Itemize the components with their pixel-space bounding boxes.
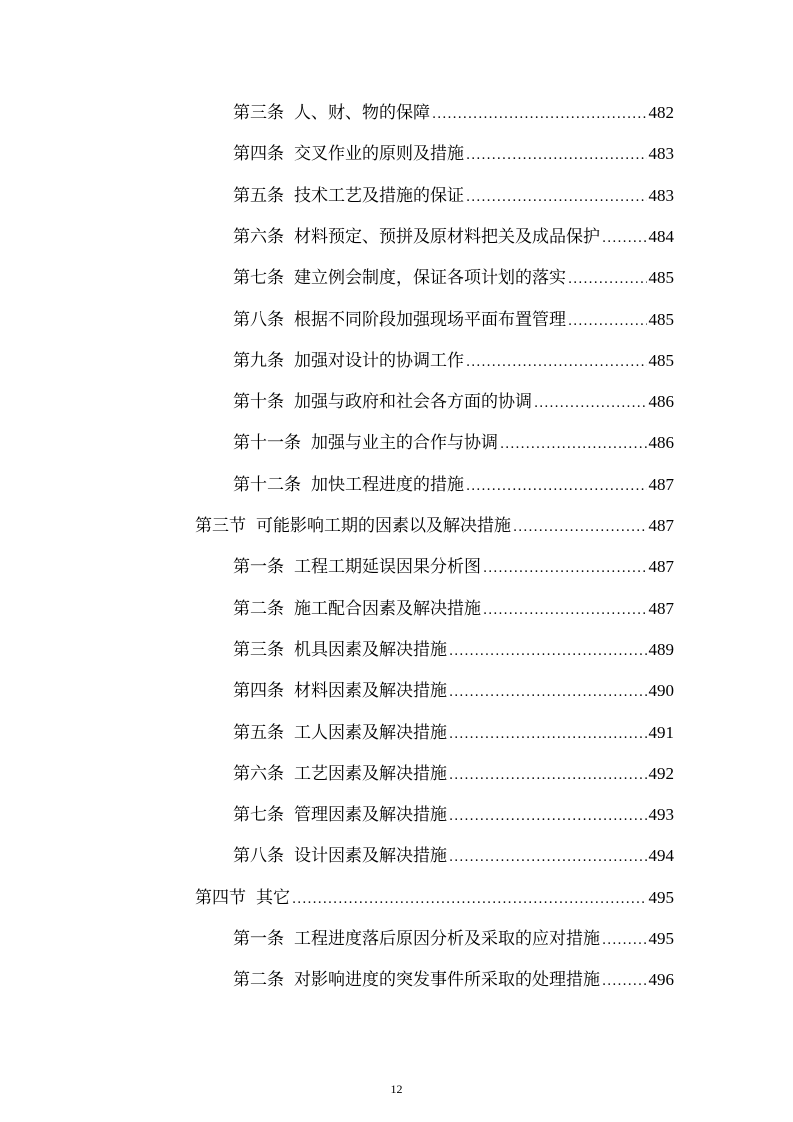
toc-entry-title: 设计因素及解决措施 [294, 846, 447, 867]
toc-entry-title: 加强对设计的协调工作 [294, 350, 464, 371]
toc-dot-leader [449, 767, 647, 785]
toc-dot-leader [466, 189, 647, 207]
toc-dot-leader [466, 354, 647, 372]
toc-article-entry[interactable] [233, 301, 674, 331]
toc-dot-leader [449, 808, 647, 826]
toc-entry-title: 对影响进度的突发事件所采取的处理措施 [294, 970, 600, 991]
toc-dot-leader [449, 643, 647, 661]
toc-entry-page: 495 [648, 929, 674, 948]
toc-entry-page: 484 [648, 226, 674, 246]
toc-entry-title: 材料因素及解决措施 [294, 681, 447, 702]
toc-entry-number: 第二条 [233, 970, 284, 991]
toc-entry-number: 第九条 [233, 350, 284, 371]
toc-entry-page: 487 [648, 474, 674, 494]
toc-entry-title: 建立例会制度，保证各项计划的落实 [294, 268, 566, 289]
toc-entry-title: 技术工艺及措施的保证 [294, 185, 464, 206]
toc-article-entry[interactable] [233, 342, 674, 372]
toc-dot-leader [602, 932, 647, 950]
toc-article-entry[interactable] [233, 135, 674, 165]
toc-entry-title: 人、财、物的保障 [294, 103, 430, 123]
toc-entry-title: 工人因素及解决措施 [294, 722, 447, 743]
toc-dot-leader [466, 478, 647, 496]
toc-entry-title: 材料预定、预拼及原材料把关及成品保护 [294, 226, 600, 247]
page-number: 12 [390, 1082, 403, 1096]
toc-entry-number: 第五条 [233, 185, 284, 206]
toc-entry-number: 第三条 [233, 639, 284, 660]
toc-entry-page: 485 [648, 309, 674, 329]
toc-article-entry[interactable] [233, 590, 674, 620]
toc-entry-title: 加快工程进度的措施 [311, 474, 464, 495]
toc-entry-number: 第二条 [233, 598, 284, 619]
toc-dot-leader [602, 973, 647, 991]
toc-dot-leader [432, 106, 647, 124]
toc-entry-number: 第三节 [195, 516, 246, 536]
toc-entry-page: 496 [648, 970, 674, 990]
toc-entry-page: 482 [648, 103, 674, 122]
toc-entry-title: 加强与业主的合作与协调 [311, 433, 498, 454]
toc-entry-page: 493 [648, 805, 674, 825]
toc-entry-page: 485 [648, 268, 674, 288]
toc-entry-number: 第八条 [233, 846, 284, 867]
toc-entry-page: 492 [648, 763, 674, 783]
toc-article-entry[interactable] [233, 714, 674, 744]
toc-article-entry[interactable] [233, 94, 674, 124]
toc-entry-page: 486 [648, 433, 674, 453]
toc-article-entry[interactable] [233, 383, 674, 413]
toc-article-entry[interactable] [233, 631, 674, 661]
toc-entry-title: 工程工期延误因果分析图 [294, 557, 481, 578]
toc-entry-page: 483 [648, 185, 674, 205]
toc-entry-number: 第五条 [233, 722, 284, 743]
toc-entry-page: 494 [648, 846, 674, 866]
toc-dot-leader [449, 726, 647, 744]
toc-section-entry[interactable] [195, 507, 674, 537]
toc-dot-leader [568, 271, 647, 289]
toc-dot-leader [449, 849, 647, 867]
toc-entry-page: 487 [648, 516, 674, 535]
toc-entry-number: 第四条 [233, 681, 284, 702]
toc-dot-leader [292, 891, 647, 909]
toc-entry-title: 施工配合因素及解决措施 [294, 598, 481, 619]
toc-article-entry[interactable] [233, 466, 674, 496]
toc-entry-number: 第六条 [233, 763, 284, 784]
toc-dot-leader [534, 395, 647, 413]
toc-entry-number: 第七条 [233, 805, 284, 826]
toc-entry-title: 工艺因素及解决措施 [294, 763, 447, 784]
toc-dot-leader [568, 313, 647, 331]
toc-entry-number: 第一条 [233, 557, 284, 578]
toc-section-entry[interactable] [195, 879, 674, 909]
toc-entry-page: 487 [648, 557, 674, 577]
toc-entry-title: 机具因素及解决措施 [294, 639, 447, 660]
toc-entry-number: 第八条 [233, 309, 284, 330]
toc-dot-leader [449, 684, 647, 702]
toc-dot-leader [483, 602, 647, 620]
toc-entry-number: 第七条 [233, 268, 284, 289]
toc-dot-leader [483, 560, 647, 578]
toc-article-entry[interactable] [233, 424, 674, 454]
toc-entry-number: 第十条 [233, 392, 284, 413]
toc-entry-title: 根据不同阶段加强现场平面布置管理 [294, 309, 566, 330]
toc-entry-title: 加强与政府和社会各方面的协调 [294, 392, 532, 413]
toc-entry-page: 487 [648, 598, 674, 618]
toc-entry-page: 489 [648, 639, 674, 659]
toc-article-entry[interactable] [233, 920, 674, 950]
toc-entry-title: 工程进度落后原因分析及采取的应对措施 [294, 929, 600, 949]
toc-article-entry[interactable] [233, 218, 674, 248]
toc-entry-number: 第四条 [233, 144, 284, 165]
toc-dot-leader [466, 147, 647, 165]
toc-entry-page: 490 [648, 681, 674, 701]
toc-article-entry[interactable] [233, 672, 674, 702]
toc-entry-number: 第六条 [233, 226, 284, 247]
toc-article-entry[interactable] [233, 177, 674, 207]
toc-entry-page: 486 [648, 392, 674, 412]
toc-dot-leader [500, 436, 647, 454]
toc-entry-number: 第十一条 [233, 433, 301, 454]
toc-entry-page: 495 [648, 887, 674, 907]
toc-entry-number: 第一条 [233, 929, 284, 949]
toc-entry-title: 其它 [256, 887, 290, 908]
toc-entry-number: 第十二条 [233, 474, 301, 495]
toc-entry-page: 491 [648, 722, 674, 742]
toc-entry-title: 交叉作业的原则及措施 [294, 144, 464, 165]
toc-article-entry[interactable] [233, 961, 674, 991]
toc-article-entry[interactable] [233, 796, 674, 826]
toc-entry-title: 管理因素及解决措施 [294, 805, 447, 826]
toc-dot-leader [602, 230, 647, 248]
toc-entry-page: 483 [648, 144, 674, 164]
toc-entry-page: 485 [648, 350, 674, 370]
toc-entry-number: 第三条 [233, 103, 284, 123]
toc-article-entry[interactable] [233, 837, 674, 867]
toc-entry-title: 可能影响工期的因素以及解决措施 [256, 516, 511, 536]
toc-article-entry[interactable] [233, 259, 674, 289]
toc-article-entry[interactable] [233, 548, 674, 578]
toc-dot-leader [513, 519, 647, 537]
toc-article-entry[interactable] [233, 755, 674, 785]
toc-entry-number: 第四节 [195, 887, 246, 908]
